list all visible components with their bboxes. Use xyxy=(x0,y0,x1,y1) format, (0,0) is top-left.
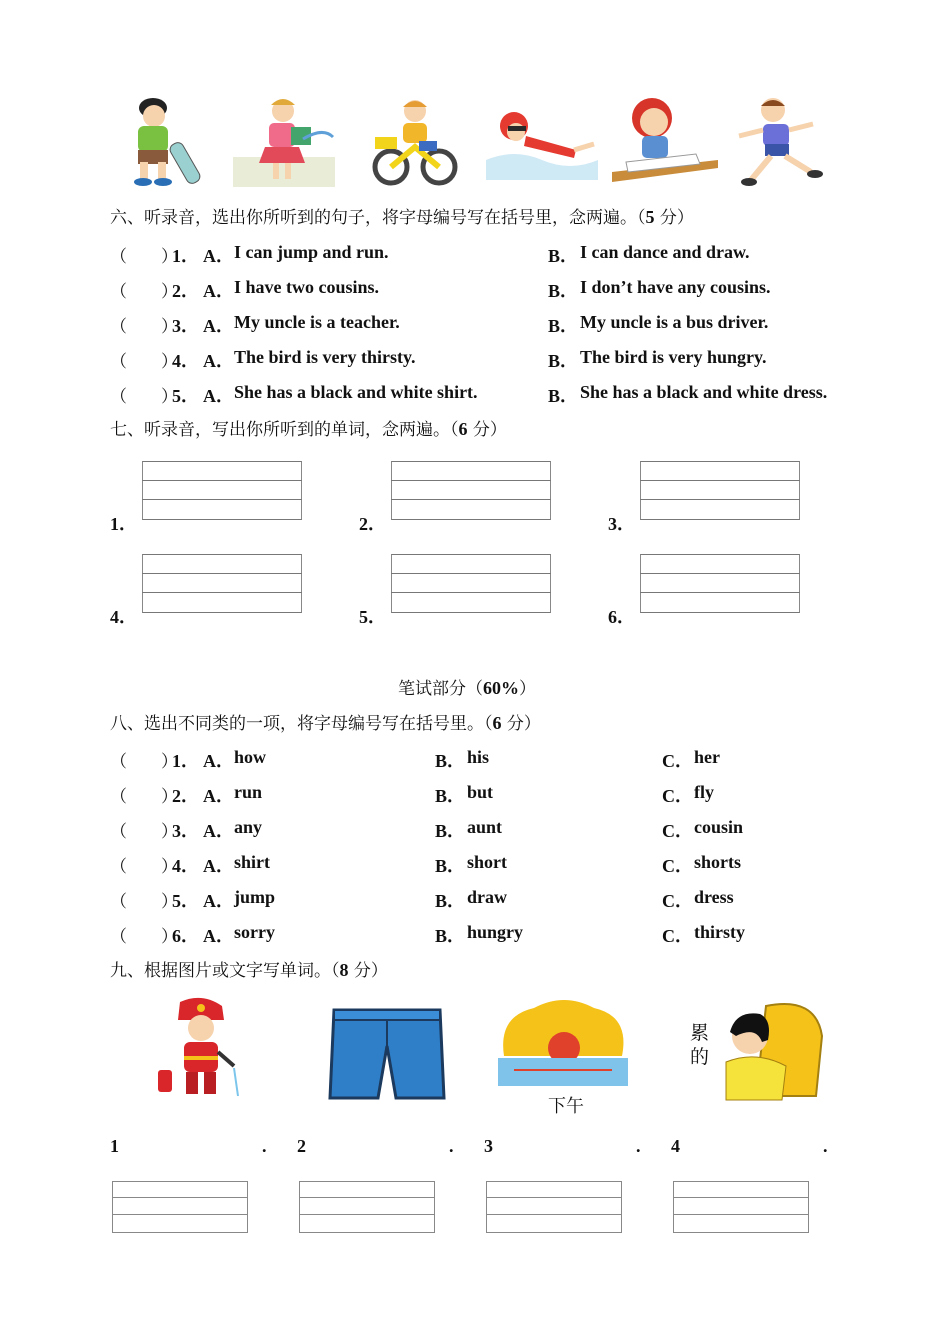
option-a-text: jump xyxy=(234,887,276,907)
picture-sunset xyxy=(494,996,632,1116)
answer-number: 4 xyxy=(671,1136,680,1156)
answer-number: 1 xyxy=(110,1136,119,1156)
answer-paren[interactable]: （ ） xyxy=(110,927,178,947)
picture-firefighter xyxy=(152,996,242,1102)
option-b-text: aunt xyxy=(467,817,503,837)
item-number: 1． xyxy=(172,246,199,266)
answer-paren[interactable]: （ ） xyxy=(110,317,178,337)
item-number: 3． xyxy=(172,316,199,336)
option-b-label: B． xyxy=(548,281,579,301)
option-b-label: B． xyxy=(548,246,579,266)
option-c-label: C． xyxy=(662,891,693,911)
answer-dot: . xyxy=(449,1136,454,1156)
answer-number: 5． xyxy=(359,607,386,627)
answer-paren[interactable]: （ ） xyxy=(110,352,178,372)
answer-number: 4． xyxy=(110,607,137,627)
tired-caption-1: 累 xyxy=(690,1022,710,1044)
tired-caption-2: 的 xyxy=(690,1046,710,1068)
option-c-text: cousin xyxy=(694,817,744,837)
option-a-text: sorry xyxy=(234,922,275,942)
option-b-label: B． xyxy=(435,926,466,946)
answer-number: 6． xyxy=(608,607,635,627)
option-c-text: her xyxy=(694,747,720,767)
option-a-label: A． xyxy=(203,751,234,771)
answer-paren[interactable]: （ ） xyxy=(110,247,178,267)
option-a-label: A． xyxy=(203,891,234,911)
written-part-title: 笔试部分（60%） xyxy=(398,678,536,699)
section7-title: 七、听录音，写出你所听到的单词，念两遍。（6 分） xyxy=(110,419,507,440)
picture-boy-running xyxy=(733,96,831,188)
item-number: 2． xyxy=(172,786,199,806)
option-b-label: B． xyxy=(548,316,579,336)
option-a-label: A． xyxy=(203,281,234,301)
answer-paren[interactable]: （ ） xyxy=(110,822,178,842)
item-number: 5． xyxy=(172,891,199,911)
picture-boy-bike xyxy=(367,97,460,187)
option-c-label: C． xyxy=(662,821,693,841)
option-a-text: I have two cousins. xyxy=(234,277,380,297)
answer-number: 2 xyxy=(297,1136,306,1156)
section9-title: 九、根据图片或文字写单词。（8 分） xyxy=(110,960,388,981)
section9-answer-2[interactable] xyxy=(297,1136,467,1236)
section8-title: 八、选出不同类的一项，将字母编号写在括号里。（6 分） xyxy=(110,713,541,734)
option-c-label: C． xyxy=(662,856,693,876)
option-a-label: A． xyxy=(203,821,234,841)
answer-paren[interactable]: （ ） xyxy=(110,752,178,772)
answer-number: 3． xyxy=(608,514,635,534)
option-a-label: A． xyxy=(203,786,234,806)
option-c-label: C． xyxy=(662,786,693,806)
option-b-label: B． xyxy=(435,751,466,771)
option-c-label: C． xyxy=(662,926,693,946)
option-c-text: fly xyxy=(694,782,714,802)
option-a-label: A． xyxy=(203,246,234,266)
section7-answer-2[interactable] xyxy=(359,461,559,534)
option-a-text: My uncle is a teacher. xyxy=(234,312,400,332)
option-a-label: A． xyxy=(203,926,234,946)
section9-answer-3[interactable] xyxy=(484,1136,654,1236)
option-c-text: dress xyxy=(694,887,734,907)
option-b-text: My uncle is a bus driver. xyxy=(580,312,769,332)
section6-title: 六、听录音，选出你所听到的句子，将字母编号写在括号里，念两遍。（5 分） xyxy=(110,207,694,228)
answer-paren[interactable]: （ ） xyxy=(110,787,178,807)
option-b-text: his xyxy=(467,747,490,767)
picture-girl-drawing xyxy=(606,96,724,184)
option-b-text: short xyxy=(467,852,507,872)
sunset-caption: 下午 xyxy=(548,1096,584,1117)
answer-number: 1． xyxy=(110,514,137,534)
answer-paren[interactable]: （ ） xyxy=(110,387,178,407)
answer-paren[interactable]: （ ） xyxy=(110,892,178,912)
item-number: 6． xyxy=(172,926,199,946)
option-c-text: shorts xyxy=(694,852,742,872)
picture-skateboard-boy xyxy=(108,96,213,188)
option-b-label: B． xyxy=(435,821,466,841)
item-number: 3． xyxy=(172,821,199,841)
option-b-label: B． xyxy=(435,786,466,806)
option-a-text: I can jump and run. xyxy=(234,242,389,262)
option-a-label: A． xyxy=(203,316,234,336)
option-b-label: B． xyxy=(548,386,579,406)
answer-number: 3 xyxy=(484,1136,493,1156)
option-a-text: how xyxy=(234,747,267,767)
option-b-text: I can dance and draw. xyxy=(580,242,750,262)
option-a-text: shirt xyxy=(234,852,270,872)
option-a-label: A． xyxy=(203,386,234,406)
option-b-text: The bird is very hungry. xyxy=(580,347,767,367)
option-c-label: C． xyxy=(662,751,693,771)
item-number: 5． xyxy=(172,386,199,406)
answer-dot: . xyxy=(823,1136,828,1156)
item-number: 4． xyxy=(172,351,199,371)
option-b-text: draw xyxy=(467,887,507,907)
option-a-label: A． xyxy=(203,351,234,371)
item-number: 1． xyxy=(172,751,199,771)
picture-tired-girl xyxy=(686,996,826,1102)
option-a-text: run xyxy=(234,782,263,802)
section7-answer-3[interactable] xyxy=(608,461,808,534)
answer-dot: . xyxy=(636,1136,641,1156)
option-b-label: B． xyxy=(548,351,579,371)
option-b-label: B． xyxy=(435,891,466,911)
section9-answer-4[interactable] xyxy=(671,1136,841,1236)
picture-girl-kite xyxy=(233,97,335,187)
answer-paren[interactable]: （ ） xyxy=(110,857,178,877)
option-b-text: She has a black and white dress. xyxy=(580,382,828,402)
option-b-text: but xyxy=(467,782,494,802)
picture-girl-swimming xyxy=(486,100,598,180)
option-b-text: hungry xyxy=(467,922,524,942)
answer-number: 2． xyxy=(359,514,386,534)
section7-answer-1[interactable] xyxy=(110,461,310,534)
section7-answer-5[interactable] xyxy=(359,554,559,627)
item-number: 2． xyxy=(172,281,199,301)
option-a-text: any xyxy=(234,817,263,837)
option-b-label: B． xyxy=(435,856,466,876)
option-c-text: thirsty xyxy=(694,922,745,942)
answer-paren[interactable]: （ ） xyxy=(110,282,178,302)
answer-dot: . xyxy=(262,1136,267,1156)
option-a-text: She has a black and white shirt. xyxy=(234,382,478,402)
option-a-text: The bird is very thirsty. xyxy=(234,347,416,367)
option-b-text: I don’t have any cousins. xyxy=(580,277,771,297)
picture-shorts xyxy=(328,1006,446,1102)
section9-answer-1[interactable] xyxy=(110,1136,280,1236)
item-number: 4． xyxy=(172,856,199,876)
section7-answer-4[interactable] xyxy=(110,554,310,627)
option-a-label: A． xyxy=(203,856,234,876)
section7-answer-6[interactable] xyxy=(608,554,808,627)
